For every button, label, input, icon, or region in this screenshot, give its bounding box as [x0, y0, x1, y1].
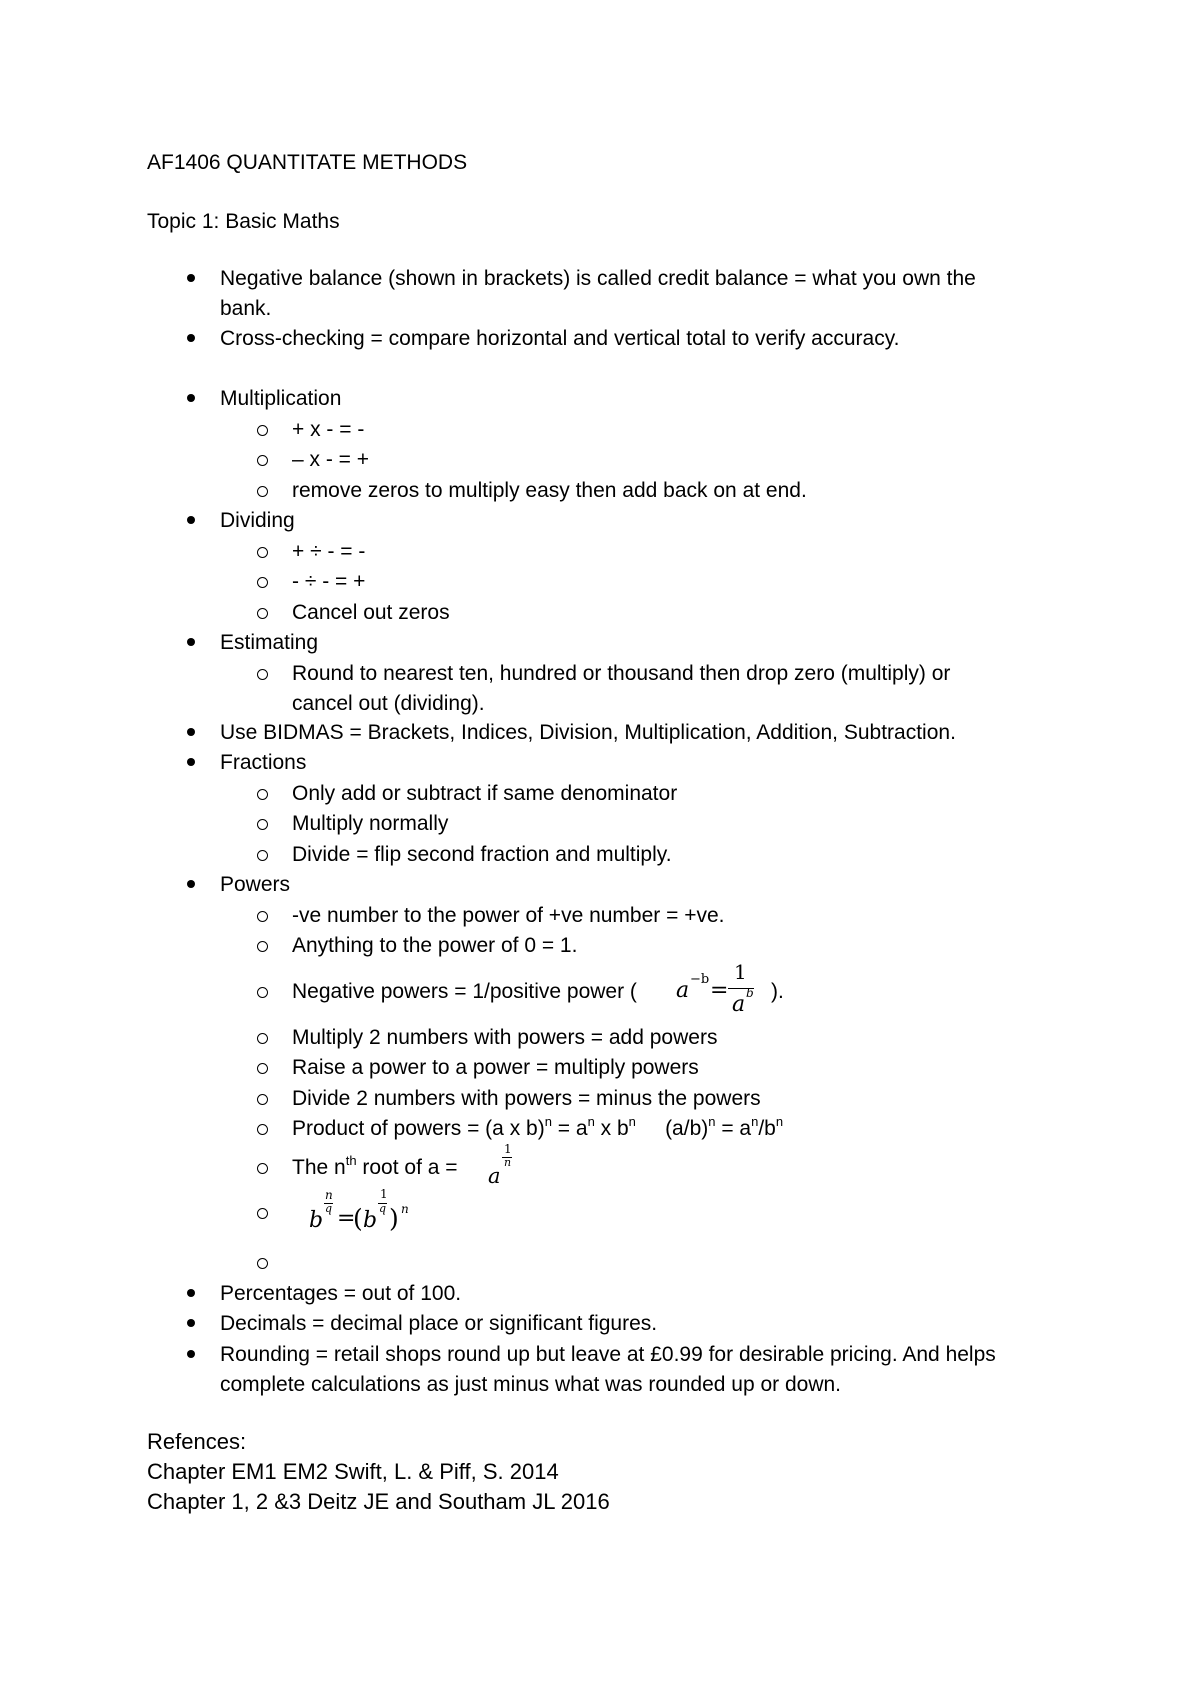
root-base: a	[488, 1164, 501, 1188]
div-rule-1: + ÷ - = -	[292, 540, 366, 563]
root-exp-numerator: 1	[504, 1142, 512, 1156]
formula-denominator: a	[732, 992, 746, 1017]
bullet-negative-balance-cont: bank.	[220, 297, 272, 320]
est-rule-1-cont: cancel out (dividing).	[292, 692, 485, 715]
formula-b-base: b	[309, 1208, 324, 1233]
frac-rule-3: Divide = flip second fraction and multiply.	[292, 843, 672, 866]
pow-rule-7: Product of powers = (a x $b)^n = a^n$ x $b^n$ $(a/b)^n = a^n/b^n$	[292, 1114, 784, 1140]
bullet-icon	[187, 274, 195, 282]
nth-root-formula	[486, 1140, 526, 1190]
bullet-icon	[187, 394, 195, 402]
pow-rule-4: Multiply 2 numbers with powers = add powers	[292, 1026, 718, 1049]
formula-lparen: (	[353, 1204, 363, 1233]
pow-rule-8: The $n^{th}$ root of a =	[292, 1153, 458, 1179]
sub-bullet-icon	[257, 911, 268, 922]
negative-power-formula	[672, 958, 762, 1024]
div-rule-3: Cancel out zeros	[292, 601, 450, 624]
pow-rule-3: Negative powers = 1/positive power (	[292, 980, 637, 1003]
sub-bullet-icon	[257, 577, 268, 588]
formula-rparen: )	[389, 1204, 399, 1233]
formula-b-exp-den: q	[325, 1202, 333, 1215]
bullet-icon	[187, 334, 195, 342]
sub-bullet-icon	[257, 1033, 268, 1044]
bullet-icon	[187, 1350, 195, 1358]
formula-b2-exp-den: q	[379, 1202, 387, 1215]
formula-outer-exp: n	[401, 1202, 409, 1216]
formula-b-exp-num: n	[325, 1188, 333, 1202]
bullet-fractions: Fractions	[220, 751, 307, 774]
sub-bullet-icon	[257, 1258, 268, 1269]
bullet-icon	[187, 728, 195, 736]
bullet-icon	[187, 516, 195, 524]
bullet-decimals: Decimals = decimal place or significant figures.	[220, 1312, 658, 1335]
formula-equals: =	[710, 978, 729, 1003]
bullet-icon	[187, 758, 195, 766]
bullet-icon	[187, 880, 195, 888]
bullet-cross-checking: Cross-checking = compare horizontal and vertical total to verify accuracy.	[220, 327, 900, 350]
sub-bullet-icon	[257, 941, 268, 952]
sub-bullet-icon	[257, 608, 268, 619]
sub-bullet-icon	[257, 1124, 268, 1135]
pow-rule-1: -ve number to the power of +ve number = +ve.	[292, 904, 725, 927]
bullet-rounding: Rounding = retail shops round up but leave at £0.99 for desirable pricing. And helps	[220, 1343, 996, 1366]
doc-title: AF1406 QUANTITATE METHODS	[147, 151, 468, 174]
sub-bullet-icon	[257, 1163, 268, 1174]
formula-base: a	[676, 978, 690, 1003]
sub-bullet-icon	[257, 1063, 268, 1074]
reference-2: Chapter 1, 2 &3 Deitz JE and Southam JL 2016	[147, 1489, 610, 1514]
frac-rule-2: Multiply normally	[292, 812, 449, 835]
pow-rule-3-end: ).	[771, 980, 784, 1003]
formula-b2-base: b	[363, 1208, 378, 1233]
frac-rule-1: Only add or subtract if same denominator	[292, 782, 678, 805]
est-rule-1: Round to nearest ten, hundred or thousand then drop zero (multiply) or	[292, 662, 951, 685]
bullet-icon	[187, 1289, 195, 1297]
pow-rule-6: Divide 2 numbers with powers = minus the powers	[292, 1087, 761, 1110]
formula-numerator: 1	[734, 960, 747, 984]
formula-b-equals: =	[337, 1206, 356, 1231]
bullet-multiplication: Multiplication	[220, 387, 342, 410]
bullet-negative-balance: Negative balance (shown in brackets) is called credit balance = what you own the	[220, 267, 976, 290]
sub-bullet-icon	[257, 1094, 268, 1105]
pow-rule-2: Anything to the power of 0 = 1.	[292, 934, 578, 957]
div-rule-2: - ÷ - = +	[292, 570, 366, 593]
sub-bullet-icon	[257, 486, 268, 497]
sub-bullet-icon	[257, 669, 268, 680]
bullet-percentages: Percentages = out of 100.	[220, 1282, 462, 1305]
bullet-estimating: Estimating	[220, 631, 319, 654]
sub-bullet-icon	[257, 789, 268, 800]
pow-rule-5: Raise a power to a power = multiply powers	[292, 1056, 699, 1079]
mult-rule-2: – x - = +	[292, 448, 370, 471]
sub-bullet-icon	[257, 1208, 268, 1219]
bullet-rounding-cont: complete calculations as just minus what was rounded up or down.	[220, 1373, 841, 1396]
rational-exponent-formula	[305, 1186, 415, 1242]
root-exp-denominator: n	[504, 1156, 512, 1169]
formula-exponent: −b	[690, 972, 710, 987]
bullet-icon	[187, 638, 195, 646]
reference-1: Chapter EM1 EM2 Swift, L. & Piff, S. 2014	[147, 1459, 559, 1484]
topic-heading: Topic 1: Basic Maths	[147, 210, 340, 233]
formula-b2-exp-num: 1	[380, 1187, 388, 1201]
sub-bullet-icon	[257, 819, 268, 830]
sub-bullet-icon	[257, 987, 268, 998]
bullet-bidmas: Use BIDMAS = Brackets, Indices, Division, Multiplication, Addition, Subtraction.	[220, 721, 956, 744]
bullet-powers: Powers	[220, 873, 291, 896]
formula-denominator-exponent: b	[746, 986, 754, 1000]
sub-bullet-icon	[257, 850, 268, 861]
mult-rule-1: + x - = -	[292, 418, 365, 441]
sub-bullet-icon	[257, 425, 268, 436]
sub-bullet-icon	[257, 455, 268, 466]
sub-bullet-icon	[257, 547, 268, 558]
references-heading: Refences:	[147, 1429, 247, 1454]
bullet-dividing: Dividing	[220, 509, 295, 532]
mult-rule-3: remove zeros to multiply easy then add back on at end.	[292, 479, 807, 502]
bullet-icon	[187, 1319, 195, 1327]
